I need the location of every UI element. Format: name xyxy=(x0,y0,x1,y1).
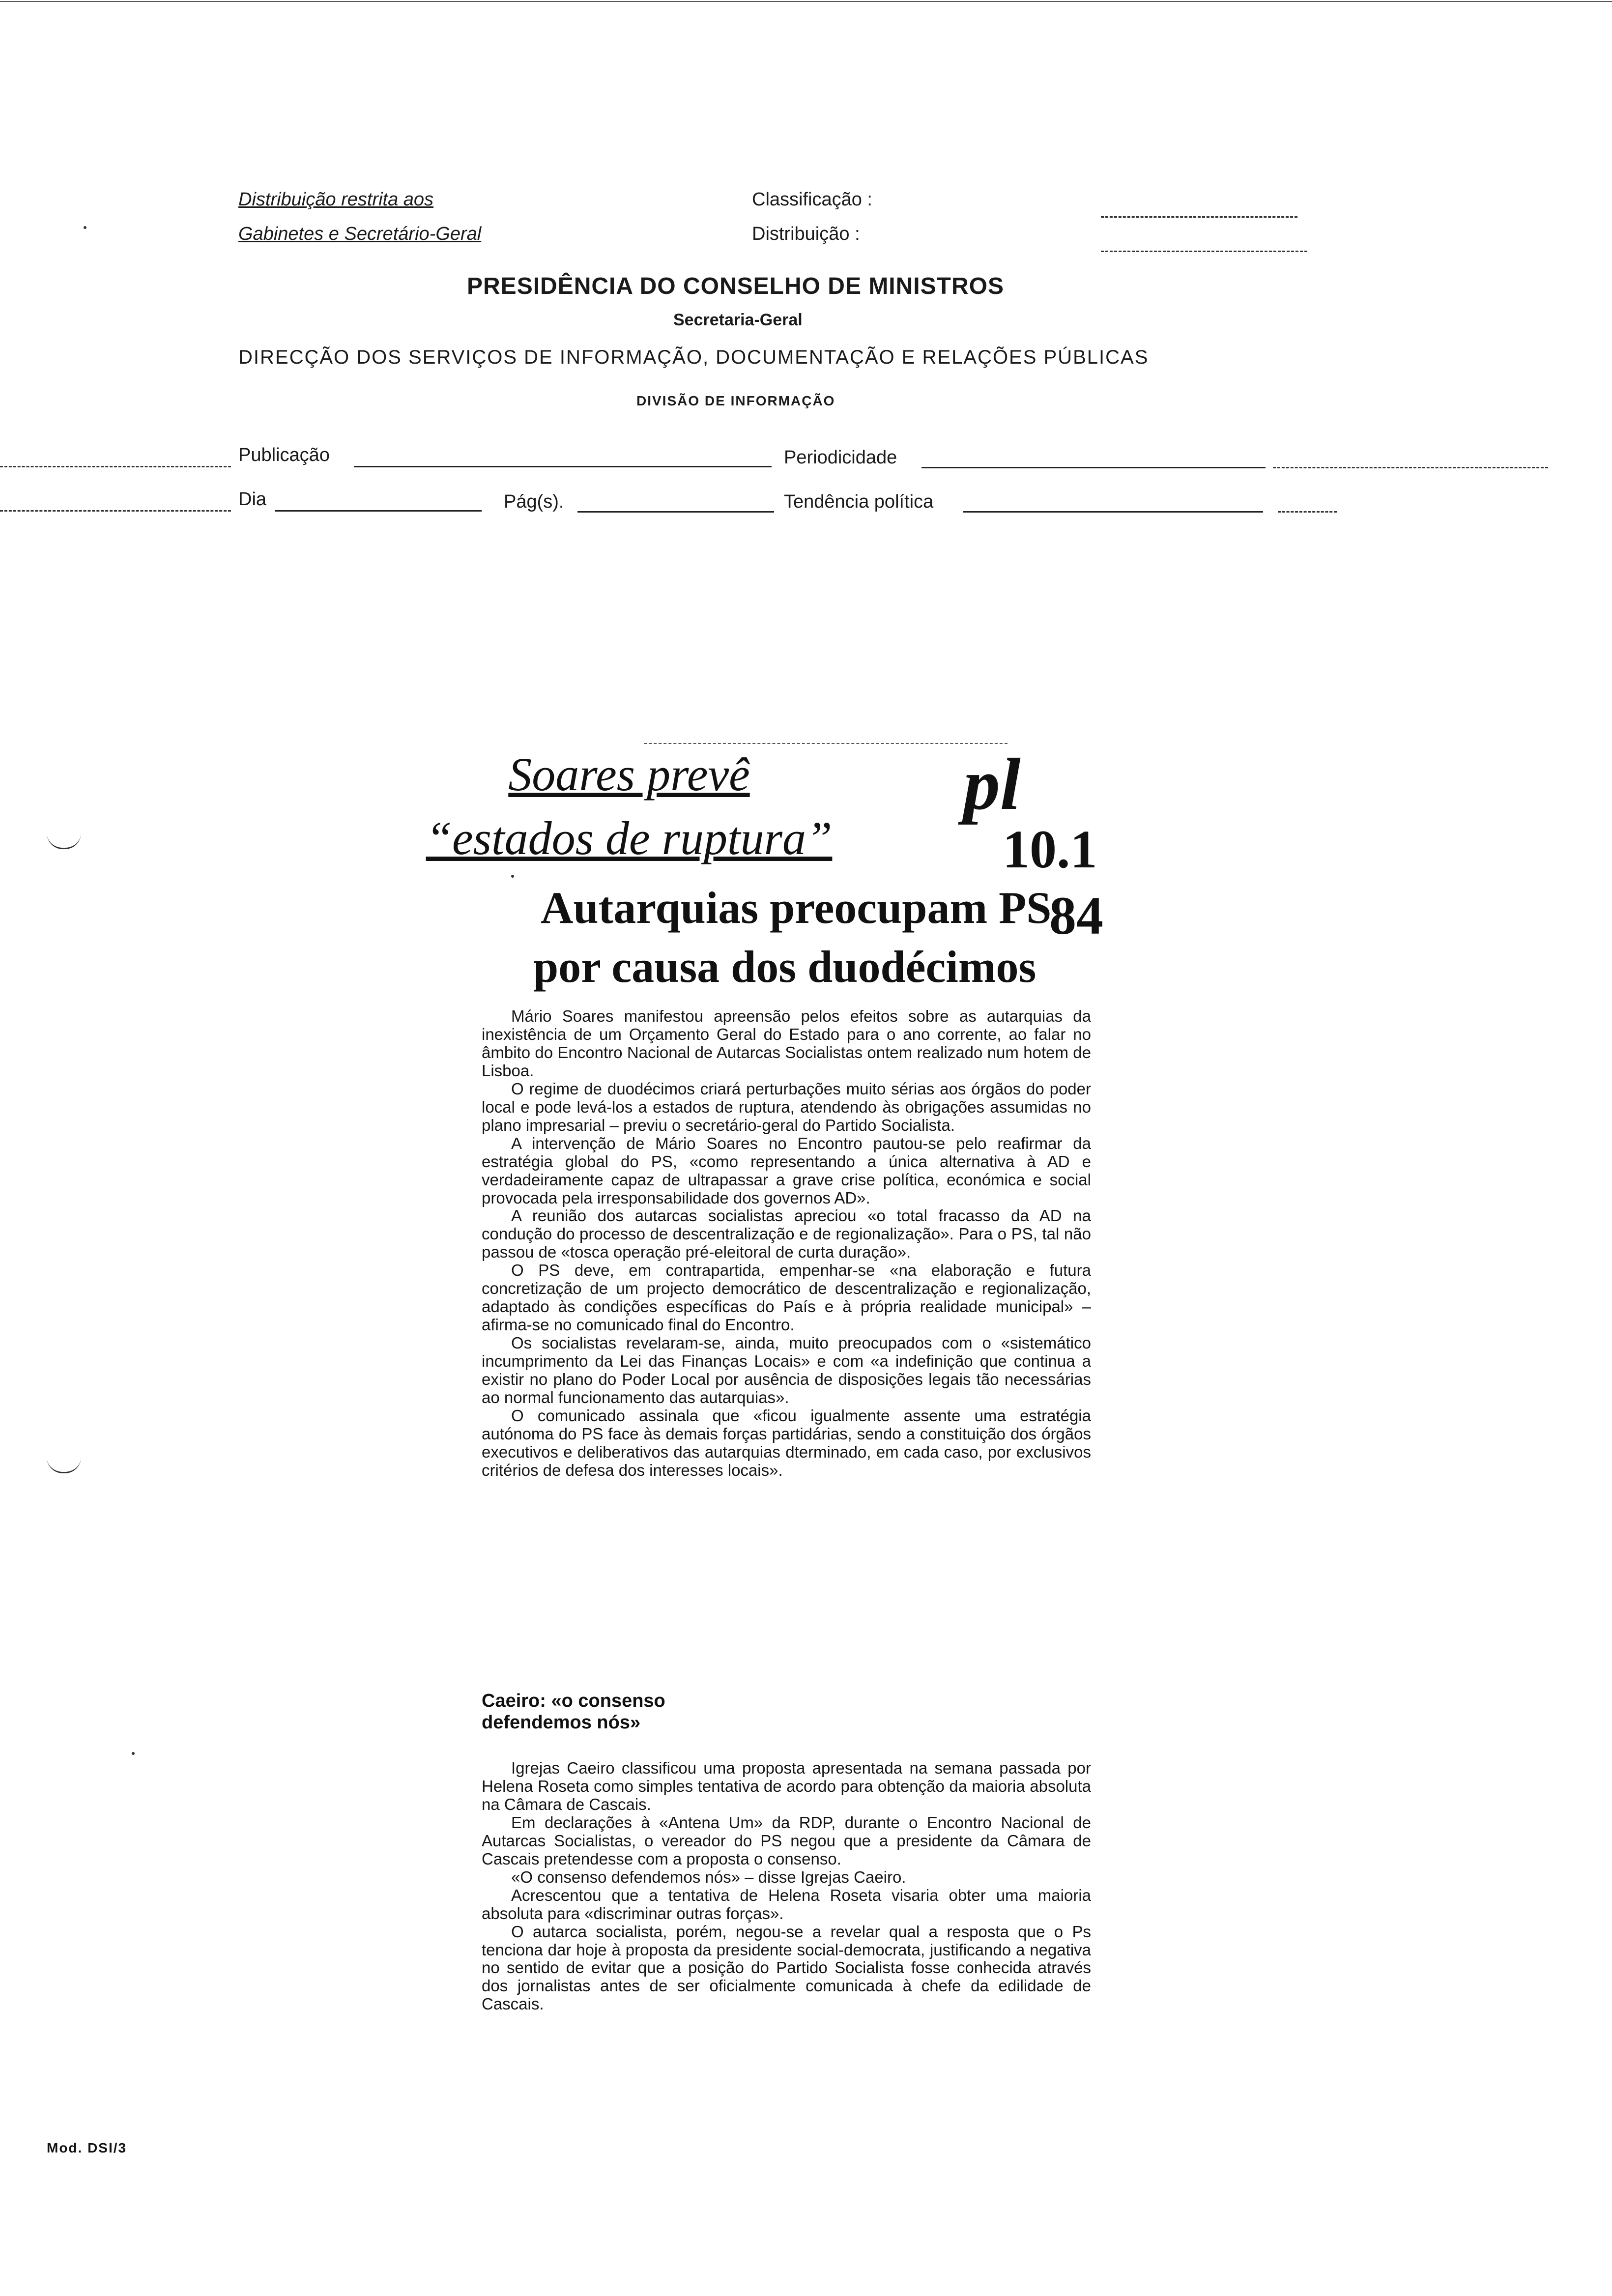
distribution-label: Distribuição : xyxy=(752,224,860,244)
presidency-title: PRESIDÊNCIA DO CONSELHO DE MINISTROS xyxy=(467,273,1004,299)
directorate-title: DIRECÇÃO DOS SERVIÇOS DE INFORMAÇÃO, DOCUMENTAÇÃO E RELAÇÕES PÚBLICAS xyxy=(238,346,1149,368)
distribution-field-line xyxy=(1101,251,1307,252)
article-paragraph: O PS deve, em contrapartida, empenhar-se «na elaboração e futura concretização de um projecto democrático de descentralização e regionalização, adaptado às condições específicas do País e à própria realidade municipal» – afirma-se no comunicado final do Encontro. xyxy=(482,1261,1091,1334)
day-left-line xyxy=(0,510,231,512)
handwritten-date: 10.1 xyxy=(1003,819,1097,879)
article-paragraph: Mário Soares manifestou apreensão pelos efeitos sobre as autarquias da inexistência de um Orçamento Geral do Estado para o ano corrente, ao falar no âmbito do Encontro Nacional de Autarcas Socialistas ontem realizado num hotem de Lisboa. xyxy=(482,1007,1091,1080)
article-body xyxy=(482,1007,1091,1480)
article-subhead xyxy=(482,1691,665,1733)
pages-label: Pág(s). xyxy=(504,491,564,512)
article-paragraph: A intervenção de Mário Soares no Encontro pautou-se pelo reafirmar da estratégia global do PS, «como representando a única alternativa à AD e verdadeiramente capaz de ultrapassar a grave crise política, económica e social provocada pela irresponsabilidade dos governos AD». xyxy=(482,1134,1091,1207)
day-field-line xyxy=(275,510,482,512)
pages-field-line xyxy=(577,511,774,513)
publication-field-line xyxy=(354,466,772,467)
clipping-edge xyxy=(644,743,1008,744)
day-label: Dia xyxy=(238,489,267,510)
scan-edge-line xyxy=(0,1,1612,2)
article-paragraph: O comunicado assinala que «ficou igualmente assente uma estratégia autónoma do PS face às demais forças partidárias, sendo a constituição dos órgãos executivos e deliberativos das autarquias dterminado, em cada caso, por exclusivos critérios de defesa dos interesses locais». xyxy=(482,1406,1091,1479)
article-subhead-line1: Caeiro: «o consenso xyxy=(482,1691,665,1711)
classification-label: Classificação : xyxy=(752,189,872,210)
article-paragraph: «O consenso defendemos nós» – disse Igrejas Caeiro. xyxy=(511,1867,906,1886)
restricted-distribution-line1: Distribuição restrita aos xyxy=(238,189,434,210)
restricted-distribution-line2: Gabinetes e Secretário-Geral xyxy=(238,224,482,244)
article-paragraph: Igrejas Caeiro classificou uma proposta apresentada na semana passada por Helena Roseta como simples tentativa de acordo para obtenção da maioria absoluta na Câmara de Cascais. xyxy=(482,1759,1091,1813)
scan-speck xyxy=(84,226,86,229)
article-headline-line2: por causa dos duodécimos xyxy=(533,942,1036,992)
periodicity-label: Periodicidade xyxy=(784,447,897,468)
secretariat-title: Secretaria-Geral xyxy=(673,311,803,329)
article-kicker-line1: Soares prevê xyxy=(508,748,750,801)
article-subhead-line2: defendemos nós» xyxy=(482,1712,641,1733)
publication-left-line xyxy=(0,466,231,467)
punch-hole-mark xyxy=(47,1457,81,1473)
article-paragraph: O regime de duodécimos criará perturbações muito sérias aos órgãos do poder local e pode levá-los a estados de ruptura, atendendo às obrigações assumidas no plano impresarial – previu o secretário-geral do Partido Socialista. xyxy=(482,1079,1091,1134)
article-paragraph: Em declarações à «Antena Um» da RDP, durante o Encontro Nacional de Autarcas Socialistas, o vereador do PS negou que a presidente da Câmara de Cascais pretendesse com a proposta o consenso. xyxy=(482,1813,1091,1868)
tendency-right-line xyxy=(1278,511,1337,513)
periodicity-field-line xyxy=(921,467,1266,468)
article-paragraph: A reunião dos autarcas socialistas apreciou «o total fracasso da AD na condução do processo de descentralização e de regionalização». Para o PS, tal não passou de «tosca operação pré-eleitoral de curta duração». xyxy=(482,1206,1091,1262)
publication-label: Publicação xyxy=(238,445,330,465)
article-kicker-line2: “estados de ruptura” xyxy=(426,812,833,864)
handwritten-initials: pl xyxy=(963,744,1021,825)
form-code: Mod. DSI/3 xyxy=(47,2140,127,2155)
punch-hole-mark xyxy=(47,833,81,849)
article-paragraph: Os socialistas revelaram-se, ainda, muito preocupados com o «sistemático incumprimento da Lei das Finanças Locais» e com «a indefinição que continua a existir no plano do Poder Local por ausência de disposições legais tão necessárias ao normal funcionamento das autarquias». xyxy=(482,1334,1091,1407)
scan-speck xyxy=(511,875,514,878)
article-paragraph: Acrescentou que a tentativa de Helena Roseta visaria obter uma maioria absoluta para «discriminar outras forças». xyxy=(482,1886,1091,1923)
handwritten-number: 84 xyxy=(1049,886,1103,946)
tendency-field-line xyxy=(963,511,1263,513)
article-headline-line1: Autarquias preocupam PS xyxy=(541,883,1052,933)
periodicity-right-line xyxy=(1273,467,1548,468)
classification-field-line xyxy=(1101,216,1297,218)
article-body-part2 xyxy=(482,1759,1091,2013)
article-paragraph: O autarca socialista, porém, negou-se a revelar qual a resposta que o Ps tenciona dar hoje à proposta da presidente social-democrata, justificando a negativa no sentido de evitar que a posição do Partido Socialista fosse conhecida através dos jornalistas antes de ser oficialmente comunicada à chefe da edilidade de Cascais. xyxy=(482,1922,1091,2013)
tendency-label: Tendência política xyxy=(784,491,934,512)
division-title: DIVISÃO DE INFORMAÇÃO xyxy=(636,393,835,408)
scan-speck xyxy=(132,1752,135,1755)
